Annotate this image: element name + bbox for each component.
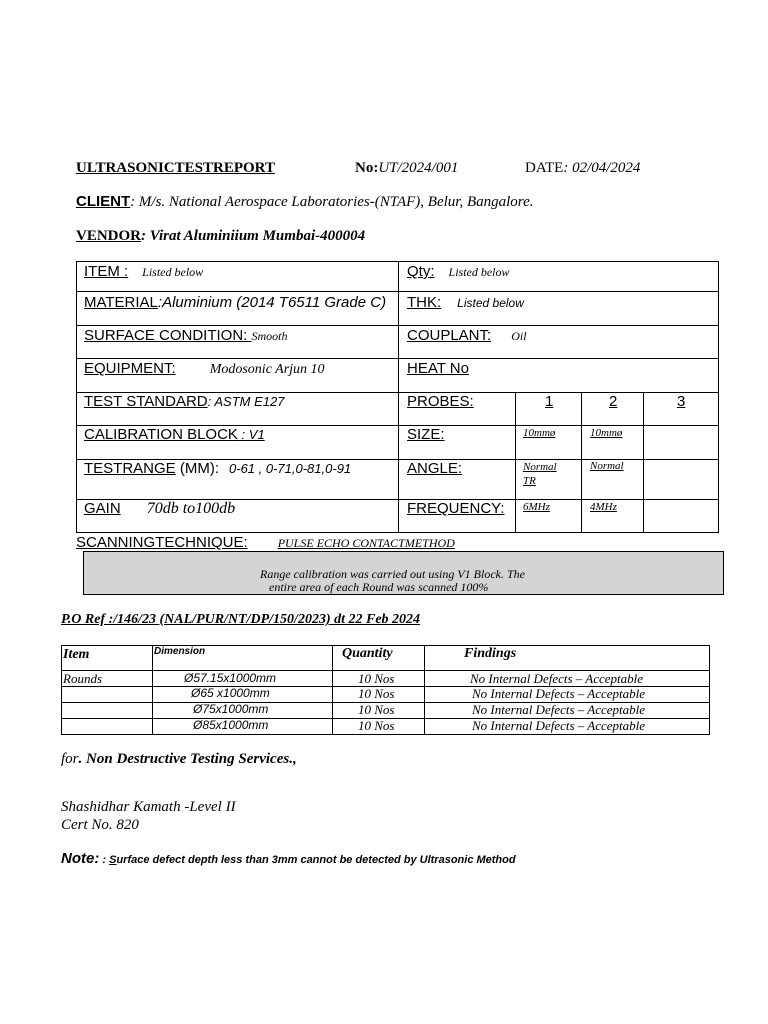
range-label: TESTRANGE — [84, 460, 176, 477]
calibration-label: CALIBRATION BLOCK — [84, 426, 238, 443]
equipment-value: Modosonic Arjun 10 — [209, 362, 325, 377]
angle-probe-1-line1: Normal — [523, 461, 557, 473]
spec-col-divider — [515, 392, 516, 532]
inspector-cert: Cert No. 820 — [61, 817, 139, 833]
size-probe-1: 10mmø — [523, 427, 556, 439]
signoff-company — [61, 751, 297, 768]
probe-2: 2 — [609, 393, 618, 410]
inspector-name: Shashidhar Kamath -Level II — [61, 799, 236, 815]
equipment-label: EQUIPMENT: — [84, 360, 176, 377]
item-value: Listed below — [142, 265, 204, 279]
range-value: 0-61 , 0-71,0-81,0-91 — [229, 461, 352, 476]
equipment-cell — [84, 360, 325, 378]
dimension-cell: Ø85x1000mm — [193, 718, 269, 732]
footer-note-first-letter: S — [109, 854, 117, 866]
calibration-value: : V1 — [237, 427, 265, 442]
quantity-cell: 10 Nos — [358, 718, 395, 733]
report-number — [355, 160, 458, 177]
range-unit: (MM): — [175, 460, 220, 477]
client-value: : M/s. National Aerospace Laboratories-(NTAF), Belur, Bangalore. — [130, 194, 534, 210]
client-label: CLIENT — [76, 193, 131, 210]
probes-label: PROBES: — [407, 393, 474, 410]
qty-cell — [407, 263, 510, 281]
size-probe-2: 10mmø — [590, 427, 623, 439]
client-line — [76, 193, 533, 211]
quantity-cell: 10 Nos — [358, 671, 395, 686]
dimension-cell: Ø57.15x1000mm — [184, 671, 277, 685]
surface-label: SURFACE CONDITION: — [84, 327, 252, 344]
thk-cell — [407, 294, 524, 312]
calibration-note-line1: Range calibration was carried out using V1 Block. The — [260, 567, 525, 581]
material-value: :Aluminium (2014 T6511 Grade C) — [157, 294, 387, 311]
dimension-cell: Ø65 x1000mm — [191, 686, 270, 700]
qty-label: Qty: — [407, 263, 435, 280]
footer-note-sep: : — [99, 854, 110, 866]
footer-note-text: urface defect depth less than 3mm cannot be detected by Ultrasonic Method — [116, 854, 516, 866]
finding-cell: No Internal Defects – Acceptable — [472, 702, 646, 717]
calibration-note-box — [83, 551, 724, 595]
thk-value: Listed below — [457, 296, 524, 310]
quantity-cell: 10 Nos — [358, 702, 395, 717]
scanning-label: SCANNINGTECHNIQUE: — [76, 534, 248, 551]
report-number-label: No: — [355, 160, 379, 176]
footer-note-label: Note: — [61, 850, 100, 867]
surface-cell — [84, 327, 288, 345]
standard-value: : ASTM E127 — [207, 394, 285, 409]
surface-value: Smooth — [251, 329, 288, 343]
scanning-line — [76, 534, 455, 552]
probe-1: 1 — [545, 393, 554, 410]
freq-probe-2: 4MHz — [590, 501, 617, 513]
freq-probe-1: 6MHz — [523, 501, 550, 513]
vendor-value: : Virat Aluminiium Mumbai-400004 — [141, 228, 366, 244]
angle-probe-2: Normal — [590, 460, 624, 472]
finding-cell: No Internal Defects – Acceptable — [472, 686, 646, 701]
spec-col-divider — [581, 392, 582, 532]
po-reference: P.O Ref :/146/23 (NAL/PUR/NT/DP/150/2023) dt 22 Feb 2024 — [61, 612, 421, 627]
standard-label: TEST STANDARD — [84, 393, 208, 410]
standard-cell — [84, 393, 284, 411]
report-date-value: : 02/04/2024 — [563, 160, 641, 176]
report-number-value: UT/2024/001 — [378, 160, 459, 176]
findings-item-rounds: Rounds — [63, 671, 102, 686]
findings-table — [61, 645, 710, 735]
material-label: MATERIAL — [84, 294, 158, 311]
frequency-label: FREQUENCY: — [407, 500, 505, 517]
signoff-for: for — [61, 751, 79, 767]
gain-cell — [84, 500, 235, 518]
couplant-label: COUPLANT: — [407, 327, 492, 344]
report-date — [525, 160, 640, 177]
signoff-company-name: . Non Destructive Testing Services., — [78, 751, 297, 767]
angle-label: ANGLE: — [407, 460, 463, 477]
spec-col-divider — [398, 262, 399, 532]
calibration-cell — [84, 426, 265, 444]
spec-table — [76, 261, 719, 533]
findings-col-divider — [424, 646, 425, 734]
item-label: ITEM : — [84, 263, 129, 280]
findings-header-quantity: Quantity — [342, 646, 393, 661]
qty-value: Listed below — [448, 265, 510, 279]
spec-col-divider — [643, 392, 644, 532]
probe-3: 3 — [677, 393, 686, 410]
calibration-note-line2: entire area of each Round was scanned 100% — [269, 580, 489, 594]
findings-col-divider — [332, 646, 333, 734]
report-title: ULTRASONICTESTREPORT — [76, 160, 275, 176]
item-cell — [84, 263, 203, 281]
findings-header-findings: Findings — [464, 646, 517, 661]
vendor-label: VENDOR — [76, 228, 142, 244]
findings-header-dimension: Dimension — [154, 646, 206, 657]
heat-no-label: HEAT No — [407, 360, 469, 377]
angle-probe-1-line2: TR — [523, 475, 536, 487]
quantity-cell: 10 Nos — [358, 686, 395, 701]
couplant-value: Oil — [511, 329, 527, 343]
footer-note — [61, 850, 516, 868]
angle-probe-1 — [523, 460, 557, 488]
gain-label: GAIN — [84, 500, 121, 517]
thk-label: THK: — [407, 294, 442, 311]
finding-cell: No Internal Defects – Acceptable — [472, 718, 646, 733]
findings-header-item: Item — [63, 647, 90, 662]
gain-value: 70db to100db — [146, 500, 236, 517]
dimension-cell: Ø75x1000mm — [193, 702, 269, 716]
material-cell — [84, 294, 386, 311]
findings-col-divider — [152, 646, 153, 734]
scanning-value: PULSE ECHO CONTACTMETHOD — [277, 536, 455, 550]
couplant-cell — [407, 327, 527, 345]
report-date-label: DATE — [525, 160, 564, 176]
range-cell — [84, 460, 351, 478]
size-label: SIZE: — [407, 426, 445, 443]
vendor-line — [76, 228, 365, 245]
finding-cell: No Internal Defects – Acceptable — [470, 671, 644, 686]
